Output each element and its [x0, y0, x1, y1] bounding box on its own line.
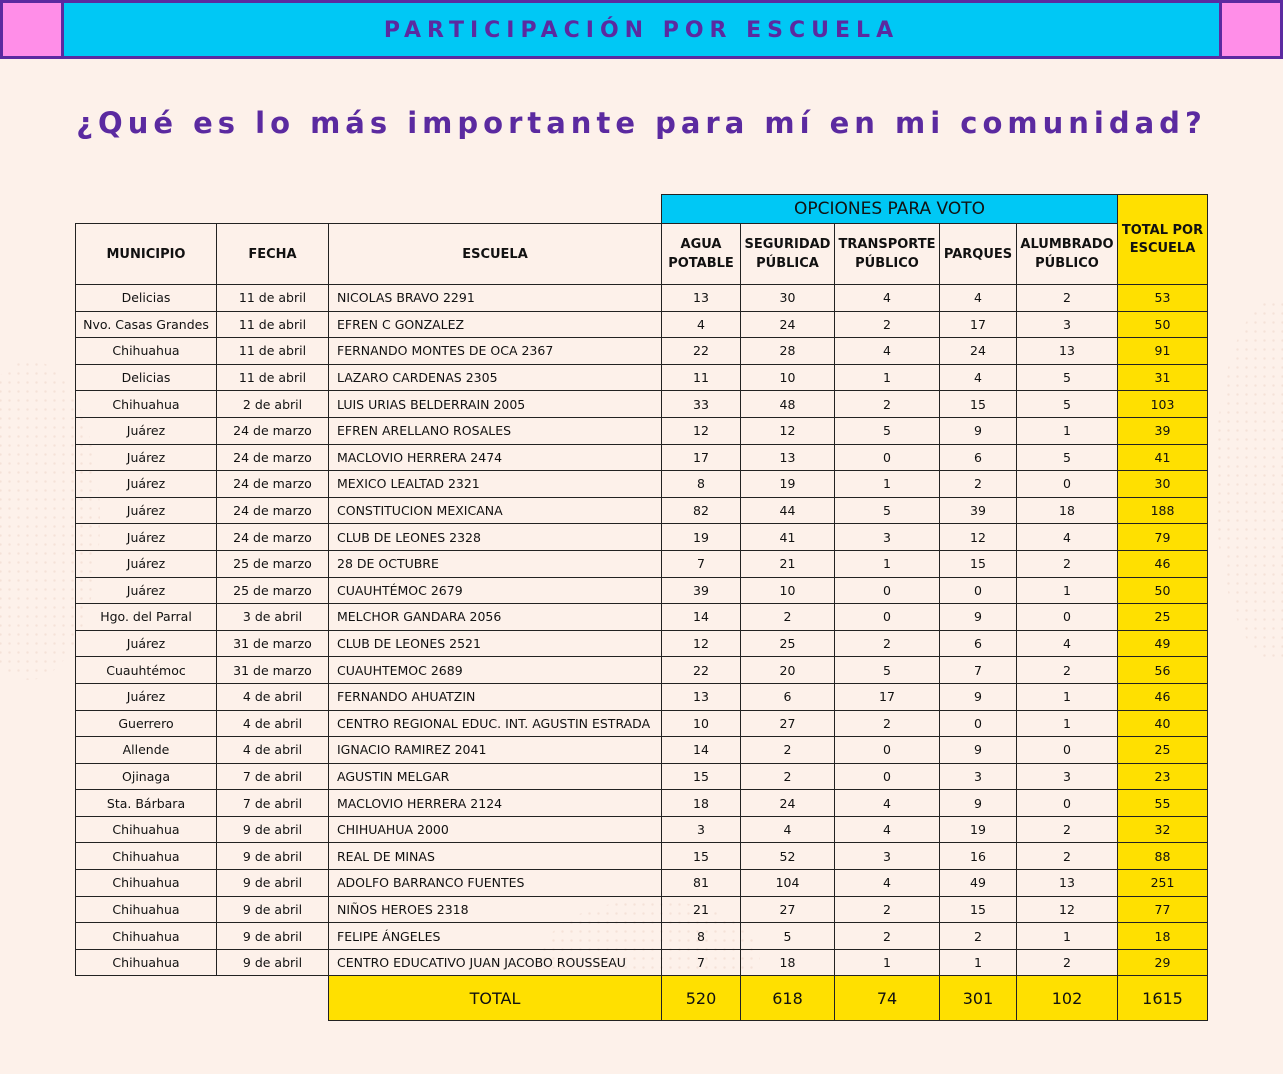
cell-total: 56 [1118, 657, 1208, 684]
cell-agua: 14 [662, 604, 741, 631]
cell-alumbrado: 1 [1017, 577, 1118, 604]
cell-alumbrado: 1 [1017, 923, 1118, 950]
cell-agua: 17 [662, 444, 741, 471]
cell-transporte: 5 [835, 417, 940, 444]
participation-table [75, 194, 1208, 1021]
cell-total: 46 [1118, 550, 1208, 577]
cell-fecha: 9 de abril [217, 870, 329, 897]
cell-transporte: 2 [835, 630, 940, 657]
cell-total: 79 [1118, 524, 1208, 551]
cell-transporte: 0 [835, 763, 940, 790]
cell-municipio: Nvo. Casas Grandes [76, 311, 217, 338]
cell-agua: 18 [662, 790, 741, 817]
table-row [76, 843, 1208, 870]
cell-agua: 8 [662, 471, 741, 498]
cell-parques: 4 [940, 285, 1017, 312]
cell-seguridad: 28 [741, 338, 835, 365]
cell-parques: 2 [940, 471, 1017, 498]
banner-title: PARTICIPACIÓN POR ESCUELA [383, 18, 900, 43]
cell-escuela: CUAUHTÉMOC 2679 [329, 577, 662, 604]
cell-parques: 24 [940, 338, 1017, 365]
table-row [76, 816, 1208, 843]
table-row [76, 444, 1208, 471]
cell-alumbrado: 13 [1017, 870, 1118, 897]
cell-transporte: 4 [835, 338, 940, 365]
cell-seguridad: 104 [741, 870, 835, 897]
cell-parques: 12 [940, 524, 1017, 551]
header-parques: PARQUES [940, 224, 1017, 285]
cell-parques: 19 [940, 816, 1017, 843]
cell-fecha: 11 de abril [217, 285, 329, 312]
cell-fecha: 25 de marzo [217, 550, 329, 577]
cell-fecha: 4 de abril [217, 710, 329, 737]
cell-parques: 1 [940, 949, 1017, 976]
cell-fecha: 9 de abril [217, 843, 329, 870]
table-row [76, 737, 1208, 764]
cell-transporte: 2 [835, 311, 940, 338]
cell-total: 31 [1118, 364, 1208, 391]
header-seguridad-publica: SEGURIDAD PÚBLICA [741, 224, 835, 285]
cell-agua: 22 [662, 338, 741, 365]
cell-total: 46 [1118, 683, 1208, 710]
cell-total: 29 [1118, 949, 1208, 976]
cell-municipio: Juárez [76, 444, 217, 471]
cell-escuela: NIÑOS HEROES 2318 [329, 896, 662, 923]
cell-transporte: 4 [835, 790, 940, 817]
table-row [76, 923, 1208, 950]
cell-fecha: 9 de abril [217, 816, 329, 843]
cell-fecha: 11 de abril [217, 364, 329, 391]
header-total-por-escuela: TOTAL POR ESCUELA [1118, 195, 1208, 285]
cell-transporte: 1 [835, 471, 940, 498]
cell-seguridad: 30 [741, 285, 835, 312]
cell-total: 18 [1118, 923, 1208, 950]
table-row [76, 790, 1208, 817]
cell-total: 91 [1118, 338, 1208, 365]
cell-municipio: Juárez [76, 471, 217, 498]
cell-fecha: 9 de abril [217, 949, 329, 976]
cell-total: 188 [1118, 497, 1208, 524]
cell-alumbrado: 18 [1017, 497, 1118, 524]
header-municipio: MUNICIPIO [76, 224, 217, 285]
cell-municipio: Juárez [76, 577, 217, 604]
cell-alumbrado: 2 [1017, 816, 1118, 843]
cell-total: 53 [1118, 285, 1208, 312]
cell-transporte: 5 [835, 657, 940, 684]
header-banner [0, 0, 1283, 59]
cell-alumbrado: 5 [1017, 444, 1118, 471]
table-row [76, 657, 1208, 684]
cell-alumbrado: 5 [1017, 364, 1118, 391]
cell-fecha: 24 de marzo [217, 524, 329, 551]
cell-transporte: 3 [835, 843, 940, 870]
cell-agua: 81 [662, 870, 741, 897]
cell-total: 88 [1118, 843, 1208, 870]
cell-fecha: 9 de abril [217, 896, 329, 923]
cell-municipio: Chihuahua [76, 391, 217, 418]
total-seguridad: 618 [741, 976, 835, 1021]
table-row [76, 524, 1208, 551]
cell-escuela: CENTRO EDUCATIVO JUAN JACOBO ROUSSEAU [329, 949, 662, 976]
cell-escuela: NICOLAS BRAVO 2291 [329, 285, 662, 312]
cell-alumbrado: 0 [1017, 737, 1118, 764]
totals-row [76, 976, 1208, 1021]
cell-municipio: Allende [76, 737, 217, 764]
cell-municipio: Chihuahua [76, 923, 217, 950]
cell-total: 23 [1118, 763, 1208, 790]
cell-total: 251 [1118, 870, 1208, 897]
total-alumbrado: 102 [1017, 976, 1118, 1021]
cell-seguridad: 5 [741, 923, 835, 950]
table-row [76, 550, 1208, 577]
cell-parques: 15 [940, 896, 1017, 923]
cell-parques: 9 [940, 417, 1017, 444]
cell-agua: 14 [662, 737, 741, 764]
cell-municipio: Chihuahua [76, 843, 217, 870]
cell-agua: 12 [662, 630, 741, 657]
cell-alumbrado: 3 [1017, 763, 1118, 790]
total-agua: 520 [662, 976, 741, 1021]
cell-total: 49 [1118, 630, 1208, 657]
cell-agua: 33 [662, 391, 741, 418]
cell-seguridad: 41 [741, 524, 835, 551]
cell-agua: 8 [662, 923, 741, 950]
cell-municipio: Juárez [76, 630, 217, 657]
cell-parques: 3 [940, 763, 1017, 790]
table-row [76, 364, 1208, 391]
cell-municipio: Juárez [76, 417, 217, 444]
cell-alumbrado: 0 [1017, 471, 1118, 498]
cell-agua: 7 [662, 550, 741, 577]
total-grand: 1615 [1118, 976, 1208, 1021]
cell-agua: 13 [662, 683, 741, 710]
cell-transporte: 2 [835, 710, 940, 737]
cell-total: 40 [1118, 710, 1208, 737]
cell-seguridad: 20 [741, 657, 835, 684]
blank-cell [76, 976, 329, 1021]
cell-alumbrado: 0 [1017, 604, 1118, 631]
cell-agua: 82 [662, 497, 741, 524]
table-row [76, 338, 1208, 365]
cell-municipio: Juárez [76, 524, 217, 551]
cell-fecha: 24 de marzo [217, 444, 329, 471]
cell-total: 50 [1118, 577, 1208, 604]
cell-escuela: AGUSTIN MELGAR [329, 763, 662, 790]
cell-transporte: 1 [835, 550, 940, 577]
cell-parques: 9 [940, 737, 1017, 764]
cell-seguridad: 52 [741, 843, 835, 870]
cell-fecha: 11 de abril [217, 338, 329, 365]
cell-seguridad: 10 [741, 364, 835, 391]
cell-seguridad: 21 [741, 550, 835, 577]
table-row [76, 311, 1208, 338]
cell-alumbrado: 2 [1017, 550, 1118, 577]
cell-escuela: CUAUHTEMOC 2689 [329, 657, 662, 684]
cell-agua: 7 [662, 949, 741, 976]
table-row [76, 391, 1208, 418]
total-transporte: 74 [835, 976, 940, 1021]
cell-fecha: 25 de marzo [217, 577, 329, 604]
column-header-row [76, 224, 1208, 285]
table-row [76, 604, 1208, 631]
banner-accent-left [3, 3, 64, 56]
cell-transporte: 1 [835, 949, 940, 976]
cell-total: 50 [1118, 311, 1208, 338]
cell-parques: 9 [940, 683, 1017, 710]
cell-agua: 22 [662, 657, 741, 684]
cell-municipio: Hgo. del Parral [76, 604, 217, 631]
cell-transporte: 2 [835, 896, 940, 923]
table-row [76, 870, 1208, 897]
cell-seguridad: 18 [741, 949, 835, 976]
cell-parques: 16 [940, 843, 1017, 870]
cell-municipio: Chihuahua [76, 896, 217, 923]
cell-fecha: 2 de abril [217, 391, 329, 418]
banner-accent-right [1219, 3, 1280, 56]
cell-total: 25 [1118, 604, 1208, 631]
cell-transporte: 0 [835, 737, 940, 764]
cell-alumbrado: 2 [1017, 949, 1118, 976]
cell-agua: 19 [662, 524, 741, 551]
cell-total: 39 [1118, 417, 1208, 444]
cell-alumbrado: 1 [1017, 417, 1118, 444]
table-row [76, 285, 1208, 312]
cell-parques: 49 [940, 870, 1017, 897]
cell-seguridad: 2 [741, 604, 835, 631]
page-title: ¿Qué es lo más importante para mí en mi comunidad? [76, 106, 1207, 140]
cell-escuela: MACLOVIO HERRERA 2124 [329, 790, 662, 817]
header-fecha: FECHA [217, 224, 329, 285]
cell-transporte: 3 [835, 524, 940, 551]
cell-total: 41 [1118, 444, 1208, 471]
cell-total: 30 [1118, 471, 1208, 498]
cell-escuela: MACLOVIO HERRERA 2474 [329, 444, 662, 471]
cell-transporte: 1 [835, 364, 940, 391]
cell-alumbrado: 1 [1017, 683, 1118, 710]
cell-municipio: Delicias [76, 285, 217, 312]
cell-seguridad: 2 [741, 737, 835, 764]
cell-escuela: CENTRO REGIONAL EDUC. INT. AGUSTIN ESTRADA [329, 710, 662, 737]
header-agua-potable: AGUA POTABLE [662, 224, 741, 285]
cell-seguridad: 24 [741, 790, 835, 817]
header-escuela: ESCUELA [329, 224, 662, 285]
cell-parques: 7 [940, 657, 1017, 684]
cell-total: 25 [1118, 737, 1208, 764]
cell-escuela: LAZARO CARDENAS 2305 [329, 364, 662, 391]
cell-transporte: 2 [835, 923, 940, 950]
table-row [76, 630, 1208, 657]
cell-fecha: 7 de abril [217, 790, 329, 817]
cell-escuela: ADOLFO BARRANCO FUENTES [329, 870, 662, 897]
cell-municipio: Juárez [76, 550, 217, 577]
cell-alumbrado: 1 [1017, 710, 1118, 737]
cell-parques: 6 [940, 630, 1017, 657]
cell-municipio: Chihuahua [76, 816, 217, 843]
cell-fecha: 31 de marzo [217, 630, 329, 657]
cell-escuela: IGNACIO RAMIREZ 2041 [329, 737, 662, 764]
decorative-dots-right [1215, 300, 1283, 660]
cell-alumbrado: 3 [1017, 311, 1118, 338]
header-transporte-publico: TRANSPORTE PÚBLICO [835, 224, 940, 285]
group-header-opciones: OPCIONES PARA VOTO [662, 195, 1118, 224]
cell-alumbrado: 13 [1017, 338, 1118, 365]
table-row [76, 710, 1208, 737]
header-alumbrado-publico: ALUMBRADO PÚBLICO [1017, 224, 1118, 285]
cell-seguridad: 48 [741, 391, 835, 418]
cell-agua: 15 [662, 763, 741, 790]
table-row [76, 471, 1208, 498]
cell-fecha: 24 de marzo [217, 497, 329, 524]
cell-municipio: Chihuahua [76, 338, 217, 365]
cell-seguridad: 24 [741, 311, 835, 338]
cell-escuela: FELIPE ÁNGELES [329, 923, 662, 950]
cell-agua: 11 [662, 364, 741, 391]
cell-municipio: Juárez [76, 683, 217, 710]
cell-alumbrado: 0 [1017, 790, 1118, 817]
cell-parques: 17 [940, 311, 1017, 338]
cell-agua: 39 [662, 577, 741, 604]
cell-seguridad: 6 [741, 683, 835, 710]
cell-parques: 0 [940, 710, 1017, 737]
cell-fecha: 11 de abril [217, 311, 329, 338]
cell-escuela: CONSTITUCION MEXICANA [329, 497, 662, 524]
group-header-row [76, 195, 1208, 224]
cell-seguridad: 44 [741, 497, 835, 524]
cell-alumbrado: 2 [1017, 843, 1118, 870]
cell-parques: 4 [940, 364, 1017, 391]
cell-escuela: FERNANDO AHUATZIN [329, 683, 662, 710]
cell-seguridad: 12 [741, 417, 835, 444]
cell-escuela: CLUB DE LEONES 2521 [329, 630, 662, 657]
cell-agua: 10 [662, 710, 741, 737]
cell-municipio: Guerrero [76, 710, 217, 737]
table-row [76, 683, 1208, 710]
cell-transporte: 4 [835, 816, 940, 843]
cell-seguridad: 27 [741, 710, 835, 737]
cell-transporte: 2 [835, 391, 940, 418]
cell-municipio: Sta. Bárbara [76, 790, 217, 817]
cell-transporte: 0 [835, 577, 940, 604]
cell-parques: 2 [940, 923, 1017, 950]
cell-alumbrado: 2 [1017, 657, 1118, 684]
totals-label: TOTAL [329, 976, 662, 1021]
cell-transporte: 4 [835, 285, 940, 312]
cell-escuela: MEXICO LEALTAD 2321 [329, 471, 662, 498]
cell-seguridad: 10 [741, 577, 835, 604]
cell-escuela: FERNANDO MONTES DE OCA 2367 [329, 338, 662, 365]
cell-alumbrado: 4 [1017, 630, 1118, 657]
cell-parques: 39 [940, 497, 1017, 524]
cell-escuela: CHIHUAHUA 2000 [329, 816, 662, 843]
cell-fecha: 31 de marzo [217, 657, 329, 684]
cell-municipio: Cuauhtémoc [76, 657, 217, 684]
cell-escuela: REAL DE MINAS [329, 843, 662, 870]
cell-agua: 21 [662, 896, 741, 923]
cell-transporte: 0 [835, 604, 940, 631]
cell-escuela: MELCHOR GANDARA 2056 [329, 604, 662, 631]
cell-fecha: 9 de abril [217, 923, 329, 950]
cell-agua: 15 [662, 843, 741, 870]
cell-seguridad: 4 [741, 816, 835, 843]
cell-seguridad: 25 [741, 630, 835, 657]
cell-parques: 0 [940, 577, 1017, 604]
table-row [76, 896, 1208, 923]
cell-alumbrado: 4 [1017, 524, 1118, 551]
cell-transporte: 5 [835, 497, 940, 524]
cell-parques: 9 [940, 790, 1017, 817]
cell-seguridad: 27 [741, 896, 835, 923]
cell-alumbrado: 5 [1017, 391, 1118, 418]
cell-parques: 6 [940, 444, 1017, 471]
cell-escuela: LUIS URIAS BELDERRAIN 2005 [329, 391, 662, 418]
blank-cell [76, 195, 662, 224]
table-row [76, 417, 1208, 444]
cell-seguridad: 13 [741, 444, 835, 471]
cell-alumbrado: 12 [1017, 896, 1118, 923]
cell-municipio: Juárez [76, 497, 217, 524]
cell-agua: 4 [662, 311, 741, 338]
cell-escuela: CLUB DE LEONES 2328 [329, 524, 662, 551]
cell-agua: 13 [662, 285, 741, 312]
cell-total: 55 [1118, 790, 1208, 817]
cell-escuela: 28 DE OCTUBRE [329, 550, 662, 577]
cell-parques: 15 [940, 391, 1017, 418]
cell-municipio: Chihuahua [76, 949, 217, 976]
cell-agua: 12 [662, 417, 741, 444]
cell-alumbrado: 2 [1017, 285, 1118, 312]
cell-total: 103 [1118, 391, 1208, 418]
table-row [76, 577, 1208, 604]
total-parques: 301 [940, 976, 1017, 1021]
cell-seguridad: 2 [741, 763, 835, 790]
cell-fecha: 4 de abril [217, 737, 329, 764]
cell-total: 77 [1118, 896, 1208, 923]
cell-agua: 3 [662, 816, 741, 843]
cell-municipio: Chihuahua [76, 870, 217, 897]
cell-escuela: EFREN ARELLANO ROSALES [329, 417, 662, 444]
cell-fecha: 7 de abril [217, 763, 329, 790]
cell-fecha: 24 de marzo [217, 471, 329, 498]
table-row [76, 949, 1208, 976]
cell-fecha: 4 de abril [217, 683, 329, 710]
cell-transporte: 0 [835, 444, 940, 471]
cell-fecha: 3 de abril [217, 604, 329, 631]
cell-municipio: Delicias [76, 364, 217, 391]
cell-transporte: 17 [835, 683, 940, 710]
cell-transporte: 4 [835, 870, 940, 897]
table-row [76, 497, 1208, 524]
table-row [76, 763, 1208, 790]
cell-seguridad: 19 [741, 471, 835, 498]
cell-total: 32 [1118, 816, 1208, 843]
cell-parques: 9 [940, 604, 1017, 631]
cell-parques: 15 [940, 550, 1017, 577]
cell-municipio: Ojinaga [76, 763, 217, 790]
cell-fecha: 24 de marzo [217, 417, 329, 444]
cell-escuela: EFREN C GONZALEZ [329, 311, 662, 338]
